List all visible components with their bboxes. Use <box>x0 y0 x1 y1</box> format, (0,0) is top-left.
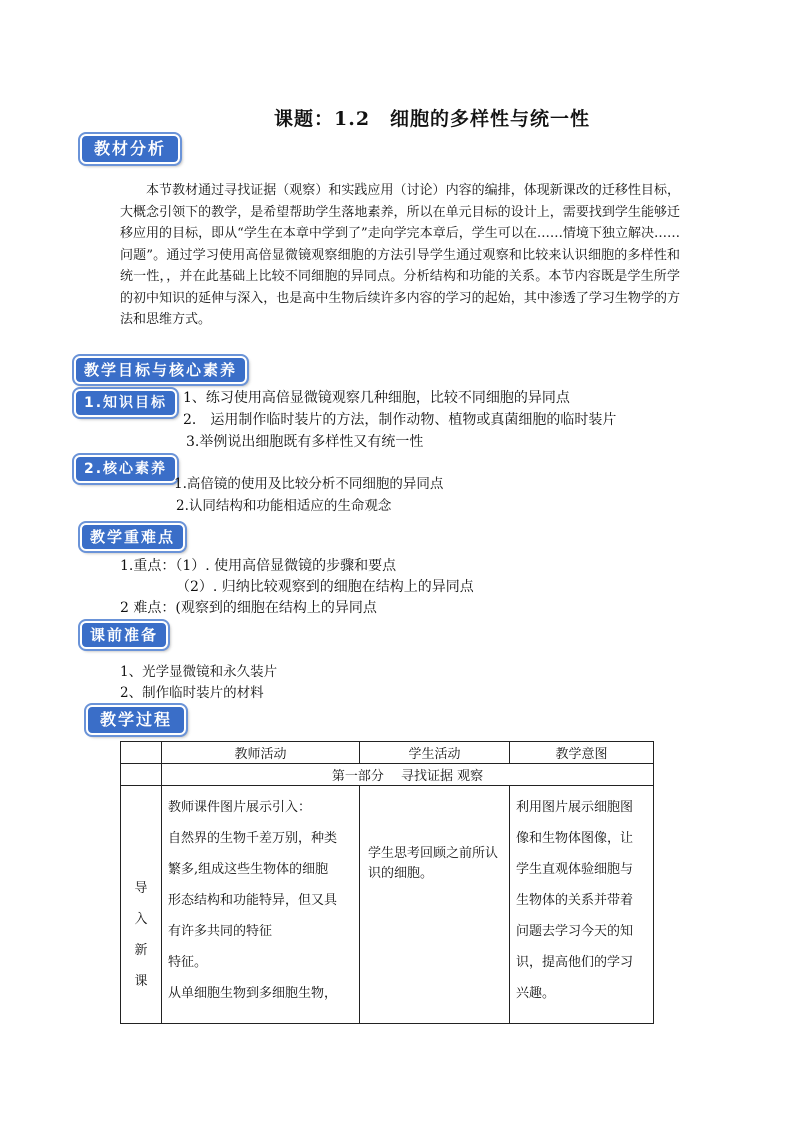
table-header-row <box>121 742 654 764</box>
section-badge-analysis: 教材分析 <box>80 134 180 164</box>
process-table <box>120 741 654 1024</box>
intent-line: 生物体的关系并带着 <box>516 893 634 908</box>
core-literacy-2: 2.认同结构和功能相适应的生命观念 <box>176 498 392 514</box>
teacher-line: 教师课件图片展示引入： <box>168 800 312 815</box>
difficulty: 2 难点：(观察到的细胞在结构上的异同点 <box>120 600 377 616</box>
section-badge-prep: 课前准备 <box>80 621 168 649</box>
header-cell-stage <box>121 742 162 764</box>
student-activity-text: 学生思考回顾之前所认识的细胞。 <box>368 846 499 881</box>
intent-line: 兴趣。 <box>516 986 556 1001</box>
intent-line: 利用图片展示细胞图 <box>516 800 634 815</box>
prep-item-2: 2、制作临时装片的材料 <box>120 685 264 701</box>
teacher-line: 特征。 <box>168 955 208 970</box>
section-badge-keypoints: 教学重难点 <box>80 523 185 551</box>
keypoint-2: （2）. 归纳比较观察到的细胞在结构上的异同点 <box>176 579 474 595</box>
header-cell-student: 学生活动 <box>360 742 510 764</box>
stage-char: 导 <box>134 880 148 896</box>
part-row-title: 第一部分 寻找证据 观察 <box>162 764 654 786</box>
stage-char: 课 <box>134 973 148 989</box>
prep-item-1: 1、光学显微镜和永久装片 <box>120 664 278 680</box>
teacher-line: 形态结构和功能特异，但又具 <box>168 893 338 908</box>
page-title: 课题：1.2 细胞的多样性与统一性 <box>274 108 591 130</box>
section-badge-process: 教学过程 <box>86 705 186 735</box>
student-activity-cell <box>360 786 510 1024</box>
teacher-line: 自然界的生物千差万别，种类 <box>168 831 338 846</box>
section-badge-core: 2.核心素养 <box>74 455 177 483</box>
knowledge-goal-1: 1、练习使用高倍显微镜观察几种细胞，比较不同细胞的异同点 <box>183 390 570 406</box>
intent-cell <box>510 786 654 1024</box>
section-badge-goals: 教学目标与核心素养 <box>74 356 247 384</box>
intent-line: 像和生物体图像，让 <box>516 831 634 846</box>
intent-line: 问题去学习今天的知 <box>516 924 634 939</box>
core-literacy-1: 1.高倍镜的使用及比较分析不同细胞的异同点 <box>174 476 444 492</box>
knowledge-goal-3: 3.举例说出细胞既有多样性又有统一性 <box>186 434 424 450</box>
analysis-text: 本节教材通过寻找证据（观察）和实践应用（讨论）内容的编排，体现新课改的迁移性目标，大概念引领下的教学，是希望帮助学生落地素养，所以在单元目标的设计上，需要找到学生能够迁移应用的目标，即从“学生在本章中学到了”走向学完本章后，学生可以在……情境下独立解决……问题”。通过学习使用高倍显微镜观察细胞的方法引导学生通过观察和比较来认识细胞的多样性和统一性，，并在此基础上比较不同细胞的异同点。分析结构和功能的关系。本节内容既是学生所学的初中知识的延伸与深入，也是高中生物后续许多内容的学习的起始，其中渗透了学习生物学的方法和思维方式。 <box>120 183 680 327</box>
table-row <box>121 786 654 1024</box>
knowledge-goal-2: 2． 运用制作临时装片的方法，制作动物、植物或真菌细胞的临时装片 <box>183 412 617 428</box>
stage-cell <box>121 786 162 1024</box>
header-cell-teacher: 教师活动 <box>162 742 360 764</box>
stage-char: 新 <box>134 942 148 958</box>
stage-char: 入 <box>134 911 148 927</box>
part-row <box>121 764 654 786</box>
analysis-paragraph <box>120 180 680 331</box>
intent-line: 学生直观体验细胞与 <box>516 862 634 877</box>
header-cell-intent: 教学意图 <box>510 742 654 764</box>
teacher-line: 有许多共同的特征 <box>168 924 273 939</box>
teacher-line: 繁多,组成这些生物体的细胞 <box>168 862 329 877</box>
part-row-blank <box>121 764 162 786</box>
teacher-line: 从单细胞生物到多细胞生物， <box>168 986 338 1001</box>
keypoint-1: 1.重点：（1）. 使用高倍显微镜的步骤和要点 <box>120 558 397 574</box>
intent-line: 识，提高他们的学习 <box>516 955 634 970</box>
teacher-activity-cell <box>162 786 360 1024</box>
section-badge-knowledge: 1.知识目标 <box>74 389 177 417</box>
